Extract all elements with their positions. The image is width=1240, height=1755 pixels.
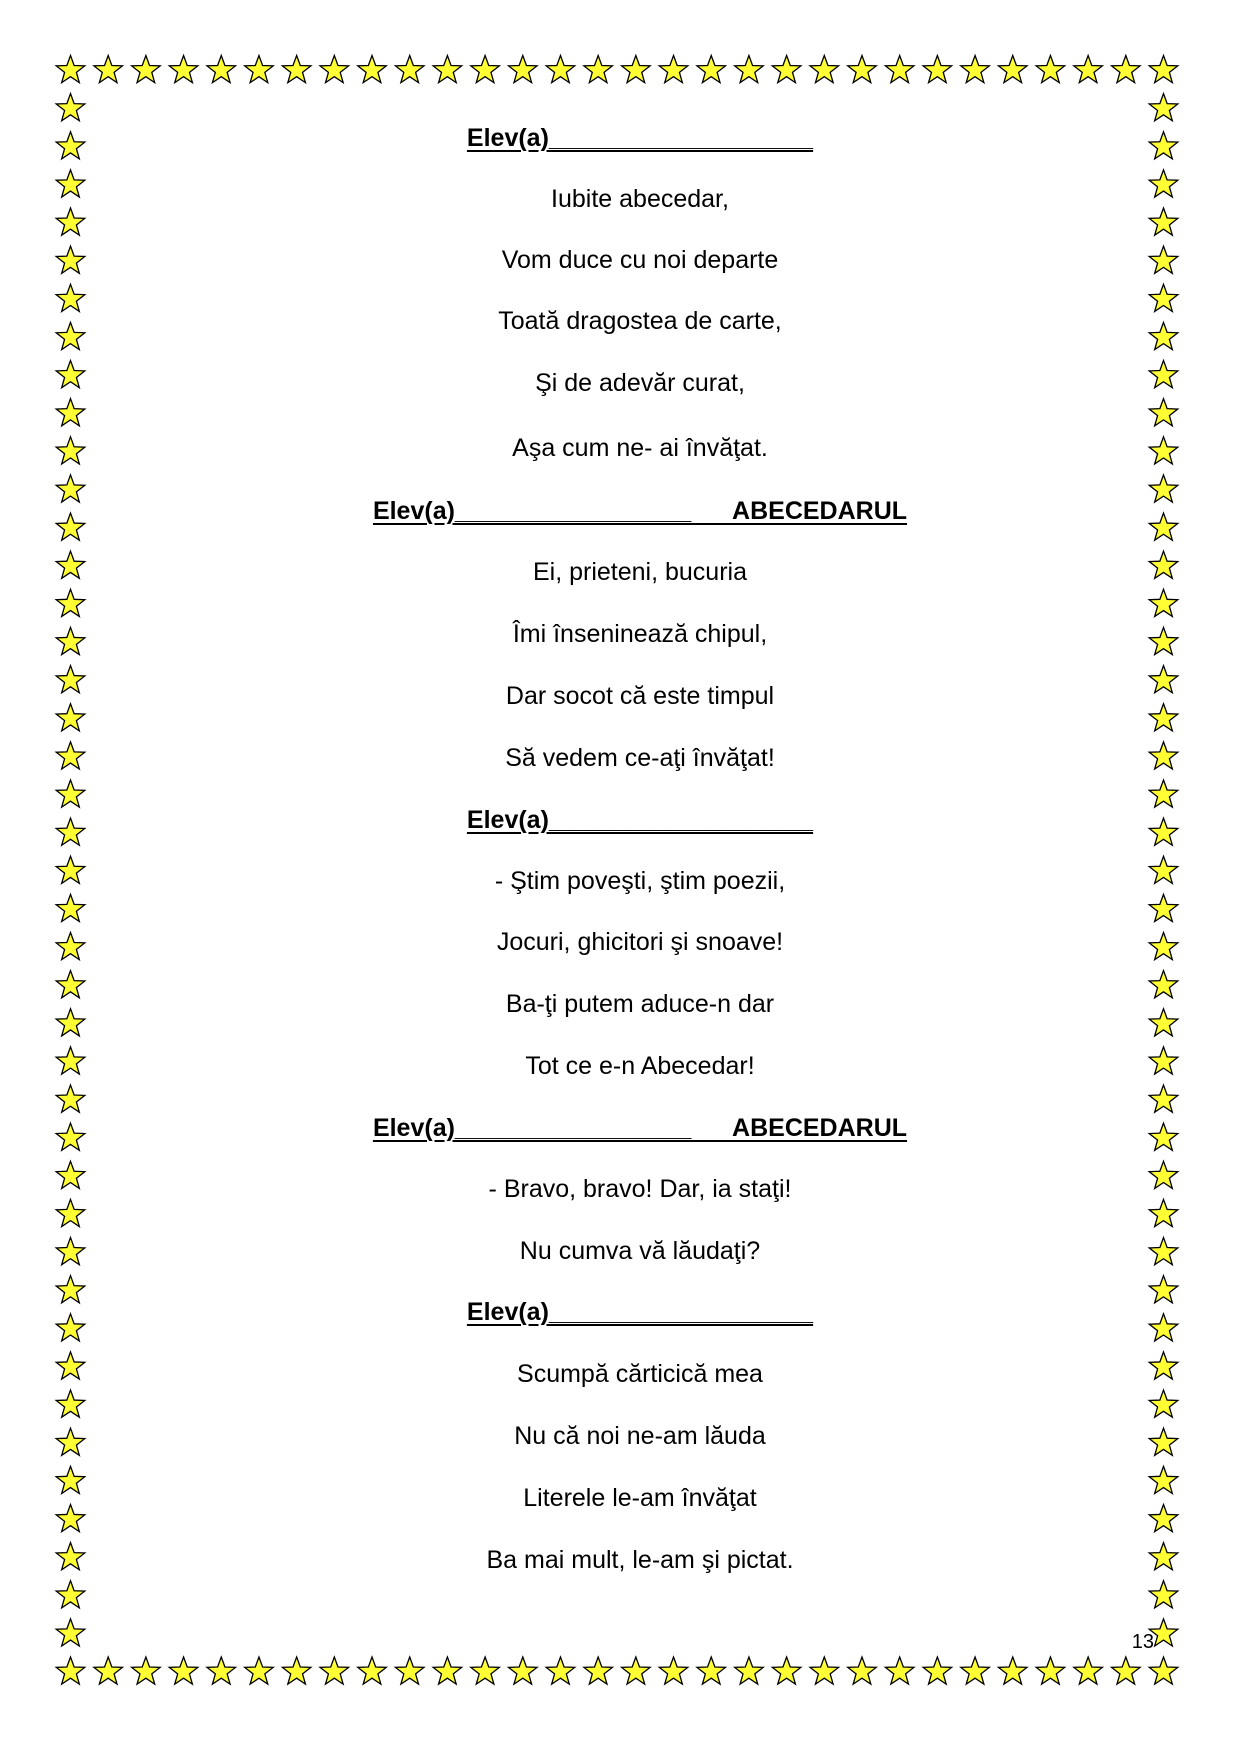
speaker-line: Elev(a)_________________ ABECEDARUL [372,1114,908,1142]
star-icon [1149,1085,1178,1112]
star-icon [1149,170,1178,197]
star-icon [245,56,274,83]
star-icon [1149,780,1178,807]
star-icon [433,1657,462,1684]
star-icon [471,56,500,83]
star-icon [1149,1161,1178,1188]
star-icon [1149,322,1178,349]
star-icon [56,1657,85,1684]
star-icon [697,56,726,83]
star-icon [395,1657,424,1684]
star-icon [772,56,801,83]
star-icon [1149,437,1178,464]
star-icon [1036,1657,1065,1684]
star-icon [169,56,198,83]
verse-line: Scumpă cărticică mea [517,1360,763,1388]
star-icon [546,56,575,83]
star-icon [207,56,236,83]
star-icon [1149,399,1178,426]
star-icon [1149,1238,1178,1265]
star-icon [169,1657,198,1684]
star-icon [56,1504,85,1531]
star-icon [584,1657,613,1684]
star-icon [1149,856,1178,883]
star-icon [56,627,85,654]
star-icon [1074,1657,1103,1684]
star-icon [1149,666,1178,693]
star-icon [1149,56,1178,83]
verse-line: Şi de adevăr curat, [535,369,745,397]
verse-line: Toată dragostea de carte, [498,307,782,335]
star-icon [282,1657,311,1684]
star-icon [1149,1543,1178,1570]
star-icon [56,933,85,960]
star-icon [56,1161,85,1188]
speaker-line: Elev(a)_________________ ABECEDARUL [372,497,908,525]
verse-line: Ei, prieteni, bucuria [532,558,747,586]
star-icon [1149,704,1178,731]
star-icon [56,1199,85,1226]
star-icon [56,1314,85,1341]
star-icon [961,56,990,83]
star-icon [923,56,952,83]
star-icon [1149,475,1178,502]
verse-line: Dar socot că este timpul [505,682,775,710]
verse-line: Nu cumva vă lăudaţi? [519,1237,761,1265]
star-icon [56,894,85,921]
star-icon [56,475,85,502]
verse-line: Nu că noi ne-am lăuda [514,1422,766,1450]
star-icon [207,1657,236,1684]
star-icon [1036,56,1065,83]
star-icon [1149,1199,1178,1226]
star-icon [56,56,85,83]
star-icon [56,132,85,159]
star-icon [923,1657,952,1684]
verse-line: Ba mai mult, le-am şi pictat. [486,1546,794,1574]
star-icon [56,1390,85,1417]
star-icon [1149,627,1178,654]
star-icon [56,551,85,578]
star-icon [1149,1581,1178,1608]
star-icon [132,56,161,83]
star-icon [1149,1504,1178,1531]
star-icon [1149,1047,1178,1074]
star-icon [282,56,311,83]
star-icon [358,56,387,83]
star-icon [509,1657,538,1684]
star-icon [584,56,613,83]
star-icon [1149,361,1178,388]
star-icon [56,1047,85,1074]
star-icon [622,56,651,83]
star-icon [56,971,85,998]
star-icon [56,94,85,121]
star-icon [56,589,85,616]
star-icon [56,1581,85,1608]
star-icon [1149,94,1178,121]
verse-line: Jocuri, ghicitori şi snoave! [496,928,784,956]
star-icon [810,56,839,83]
star-icon [885,1657,914,1684]
speaker-line: Elev(a)___________________ [466,1298,814,1326]
star-icon [56,666,85,693]
star-icon [56,1123,85,1150]
star-icon [509,56,538,83]
verse-line: Îmi înseninează chipul, [512,620,768,648]
star-icon [471,1657,500,1684]
star-icon [1149,589,1178,616]
star-icon [320,1657,349,1684]
star-icon [1074,56,1103,83]
verse-line: Aşa cum ne- ai învăţat. [512,434,768,462]
star-icon [1149,742,1178,769]
star-icon [1149,1314,1178,1341]
star-icon [659,1657,688,1684]
verse-line: Ba-ţi putem aduce-n dar [505,990,775,1018]
verse-line: Vom duce cu noi departe [501,246,779,274]
star-icon [56,742,85,769]
star-icon [94,56,123,83]
star-icon [56,1428,85,1455]
star-icon [56,513,85,540]
star-icon [1149,513,1178,540]
star-icon [56,1238,85,1265]
speaker-line: Elev(a)___________________ [466,124,814,152]
star-icon [735,1657,764,1684]
star-icon [885,56,914,83]
verse-line: Iubite abecedar, [551,185,729,213]
star-icon [1149,1276,1178,1303]
star-icon [320,56,349,83]
star-icon [1149,1390,1178,1417]
star-icon [772,1657,801,1684]
star-icon [1149,1657,1178,1684]
verse-line: Literele le-am învăţat [523,1484,757,1512]
star-icon [1149,1123,1178,1150]
star-icon [56,246,85,273]
star-icon [56,437,85,464]
star-icon [56,856,85,883]
verse-line: Să vedem ce-aţi învăţat! [505,744,775,772]
star-icon [56,780,85,807]
star-icon [56,284,85,311]
star-icon [1149,971,1178,998]
star-icon [56,1276,85,1303]
star-icon [1149,208,1178,235]
star-icon [1149,1466,1178,1493]
star-icon [810,1657,839,1684]
star-icon [546,1657,575,1684]
star-icon [1149,894,1178,921]
star-icon [1149,818,1178,845]
speaker-line: Elev(a)___________________ [466,806,814,834]
star-icon [56,399,85,426]
star-icon [848,1657,877,1684]
star-icon [697,1657,726,1684]
star-icon [56,170,85,197]
star-icon [1149,1009,1178,1036]
page-number: 13 [1131,1631,1154,1653]
star-icon [735,56,764,83]
star-icon [848,56,877,83]
star-icon [1149,132,1178,159]
star-icon [56,208,85,235]
star-icon [961,1657,990,1684]
star-icon [56,1466,85,1493]
star-icon [1112,56,1141,83]
star-icon [998,1657,1027,1684]
star-icon [56,1009,85,1036]
star-icon [132,1657,161,1684]
star-icon [1149,284,1178,311]
star-icon [1149,1352,1178,1379]
verse-line: - Ştim poveşti, ştim poezii, [494,867,786,895]
star-icon [56,361,85,388]
star-icon [433,56,462,83]
star-icon [395,56,424,83]
verse-line: Tot ce e-n Abecedar! [525,1052,755,1080]
star-icon [56,1543,85,1570]
star-icon [56,704,85,731]
star-icon [56,1352,85,1379]
star-icon [94,1657,123,1684]
star-icon [1149,933,1178,960]
star-icon [1112,1657,1141,1684]
star-icon [56,1619,85,1646]
star-icon [245,1657,274,1684]
star-icon [56,818,85,845]
star-icon [1149,1428,1178,1455]
star-icon [998,56,1027,83]
star-icon [659,56,688,83]
verse-line: - Bravo, bravo! Dar, ia staţi! [488,1175,792,1203]
star-icon [56,322,85,349]
star-icon [1149,246,1178,273]
star-icon [358,1657,387,1684]
star-icon [56,1085,85,1112]
star-icon [1149,551,1178,578]
star-icon [622,1657,651,1684]
